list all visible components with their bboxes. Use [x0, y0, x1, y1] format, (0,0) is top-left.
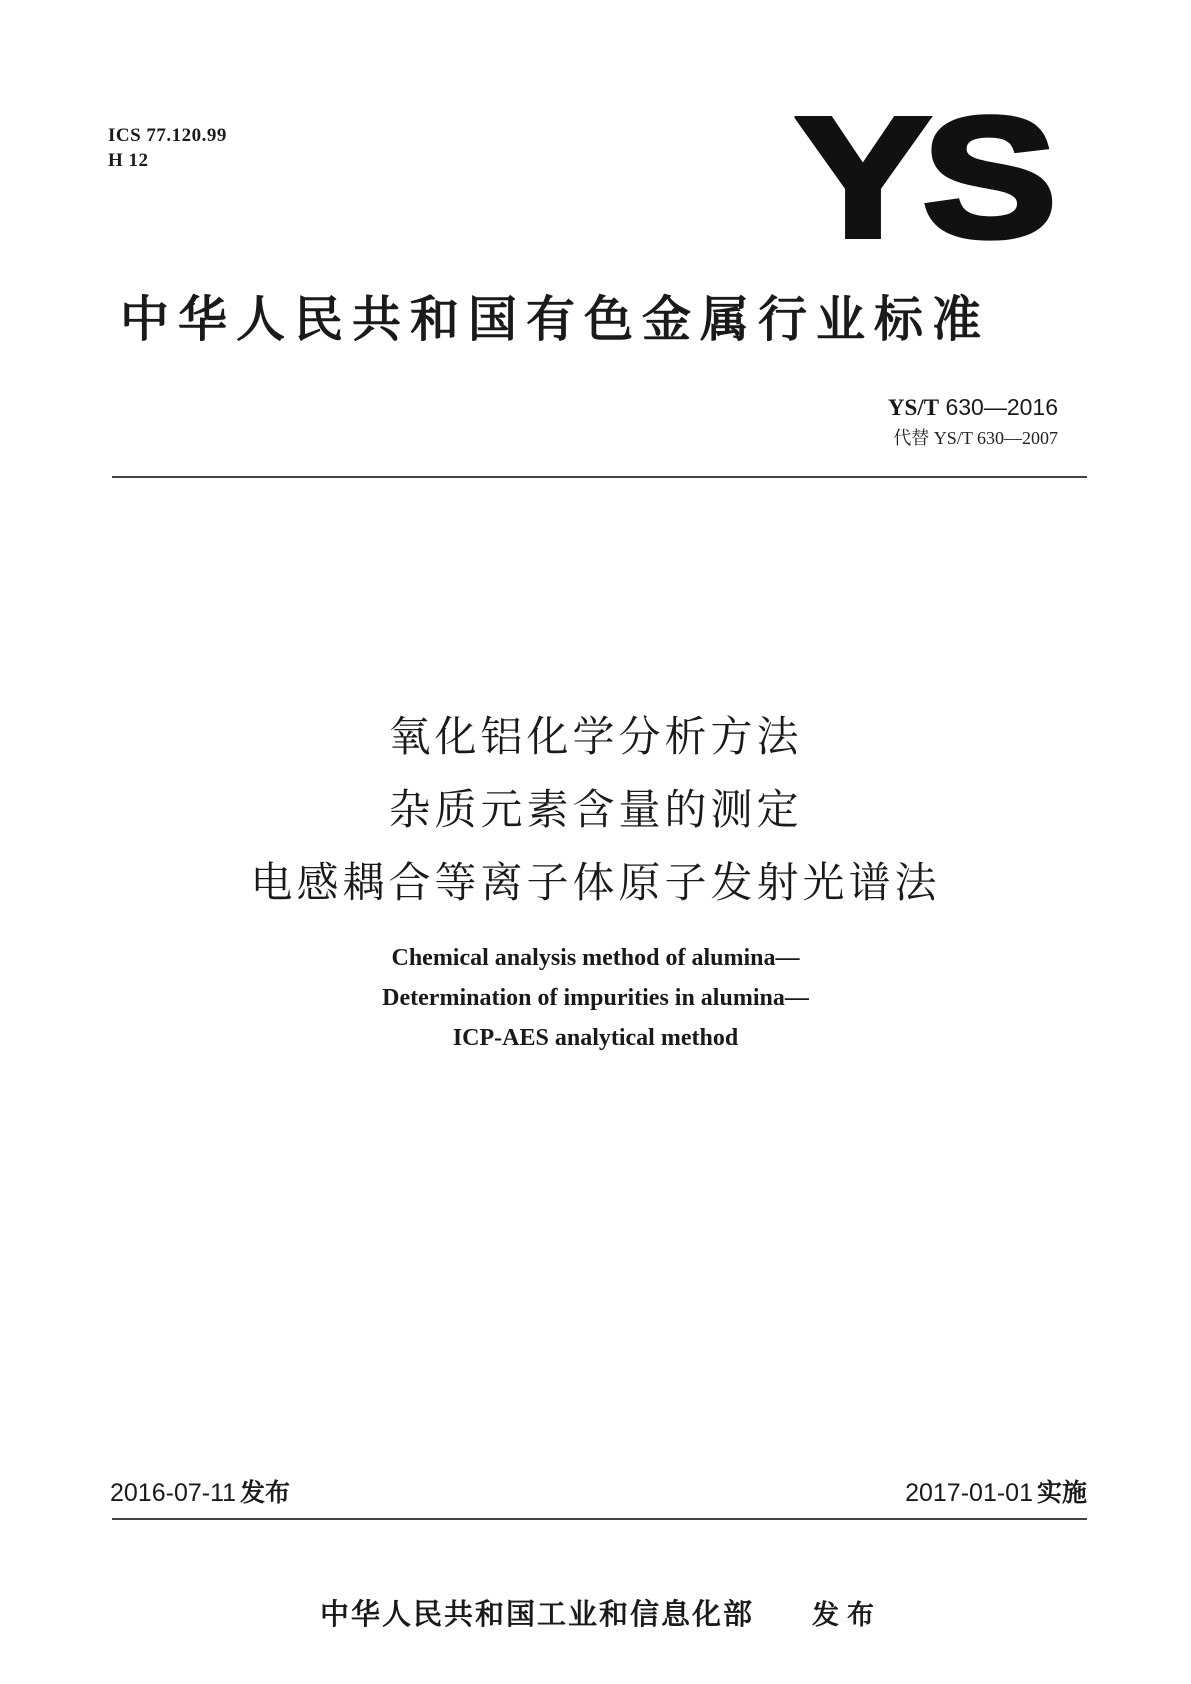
ys-logo: YS [796, 83, 1050, 273]
ics-code: ICS 77.120.99 [108, 125, 227, 146]
chinese-title-line: 杂质元素含量的测定 [388, 785, 803, 834]
issuing-authority: 中华人民共和国工业和信息化部 [320, 1597, 755, 1631]
english-title-line: Determination of impurities in alumina— [382, 985, 809, 1011]
top-divider [112, 476, 1087, 478]
implementation-date [905, 1476, 1087, 1510]
chinese-title-line: 氧化铝化学分析方法 [388, 712, 803, 761]
standard-number-value: 630—2016 [945, 394, 1058, 420]
classification-codes [108, 123, 227, 173]
bottom-divider [112, 1518, 1087, 1520]
english-title [0, 938, 1191, 1058]
standard-number [888, 392, 1058, 423]
implementation-date-label: 实施 [1036, 1478, 1087, 1507]
standard-category-title: 中华人民共和国有色金属行业标准 [120, 291, 991, 348]
issue-date [110, 1476, 290, 1510]
standard-number-prefix: YS/T [887, 395, 940, 420]
english-title-line: ICP-AES analytical method [452, 1025, 739, 1051]
chinese-title-line: 电感耦合等离子体原子发射光谱法 [250, 858, 941, 907]
issuing-action: 发布 [812, 1600, 882, 1631]
implementation-date-value: 2017-01-01 [905, 1479, 1033, 1507]
issue-date-value: 2016-07-11 [110, 1479, 237, 1507]
english-title-line: Chemical analysis method of alumina— [391, 945, 800, 971]
chinese-title [0, 700, 1191, 919]
ccs-code: H 12 [108, 150, 149, 171]
replaces-standard: 代替 YS/T 630—2007 [893, 428, 1058, 448]
issue-date-label: 发布 [240, 1478, 291, 1507]
